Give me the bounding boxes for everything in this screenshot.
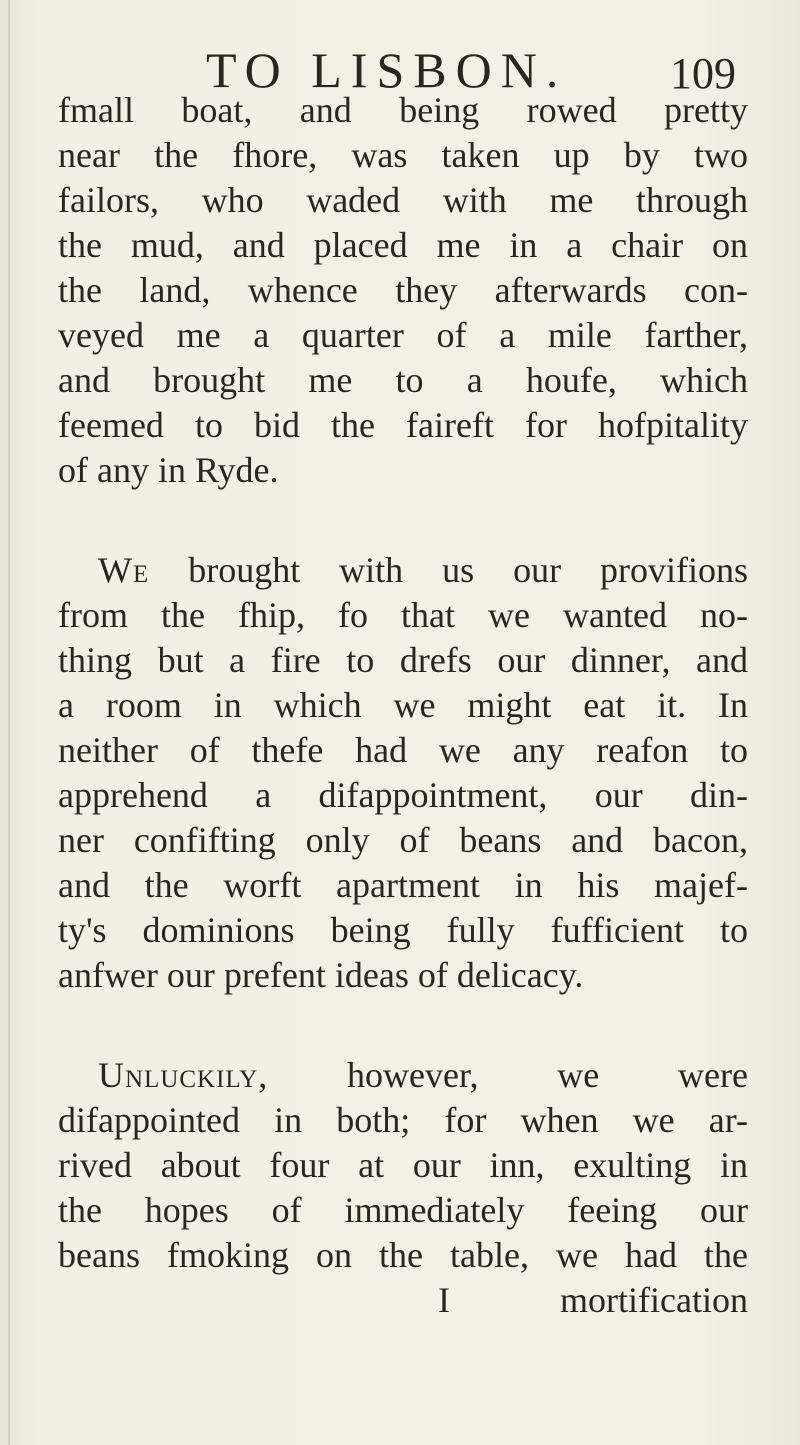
text-line: ner confifting only of beans and bacon,	[58, 820, 748, 860]
text-line: anfwer our prefent ideas of delicacy.	[58, 955, 584, 995]
text-line: veyed me a quarter of a mile farther,	[58, 315, 748, 355]
text-line: and the worft apartment in his majef-	[58, 865, 748, 905]
paragraph-2	[58, 548, 748, 998]
text-line: from the fhip, fo that we wanted no-	[58, 595, 748, 635]
text-line	[58, 1053, 748, 1098]
paragraph-lead: We	[98, 550, 150, 590]
text-line: rived about four at our inn, exulting in	[58, 1145, 748, 1185]
text-line: failors, who waded with me through	[58, 180, 748, 220]
text-line: the land, whence they afterwards con-	[58, 270, 748, 310]
text-line: and brought me to a houfe, which	[58, 360, 748, 400]
paragraph-3	[58, 1053, 748, 1278]
page-footer	[58, 1278, 748, 1323]
text-line-rest: brought with us our provifions	[149, 550, 748, 590]
body-text	[58, 88, 748, 1323]
page-gutter	[8, 0, 10, 1445]
text-line: beans fmoking on the table, we had the	[58, 1235, 748, 1275]
text-line: the mud, and placed me in a chair on	[58, 225, 748, 265]
page-number: 109	[670, 49, 736, 98]
paragraph-lead: Unluckily,	[98, 1055, 269, 1095]
text-line: ty's dominions being fully fufficient to	[58, 910, 748, 950]
text-line	[58, 548, 748, 593]
text-line: neither of thefe had we any reafon to	[58, 730, 748, 770]
text-line-rest: however, we were	[268, 1055, 748, 1095]
running-title: TO LISBON.	[206, 42, 568, 98]
text-line: apprehend a difappointment, our din-	[58, 775, 748, 815]
paragraph-1	[58, 88, 748, 493]
signature-mark: I	[438, 1280, 450, 1320]
text-line: a room in which we might eat it. In	[58, 685, 748, 725]
text-line: thing but a fire to drefs our dinner, and	[58, 640, 748, 680]
text-line: difappointed in both; for when we ar-	[58, 1100, 748, 1140]
catchword: mortification	[560, 1280, 748, 1320]
text-line: near the fhore, was taken up by two	[58, 135, 748, 175]
text-line: fmall boat, and being rowed pretty	[58, 90, 748, 130]
text-line: of any in Ryde.	[58, 450, 279, 490]
text-line: the hopes of immediately feeing our	[58, 1190, 748, 1230]
text-line: feemed to bid the faireft for hofpitality	[58, 405, 748, 445]
